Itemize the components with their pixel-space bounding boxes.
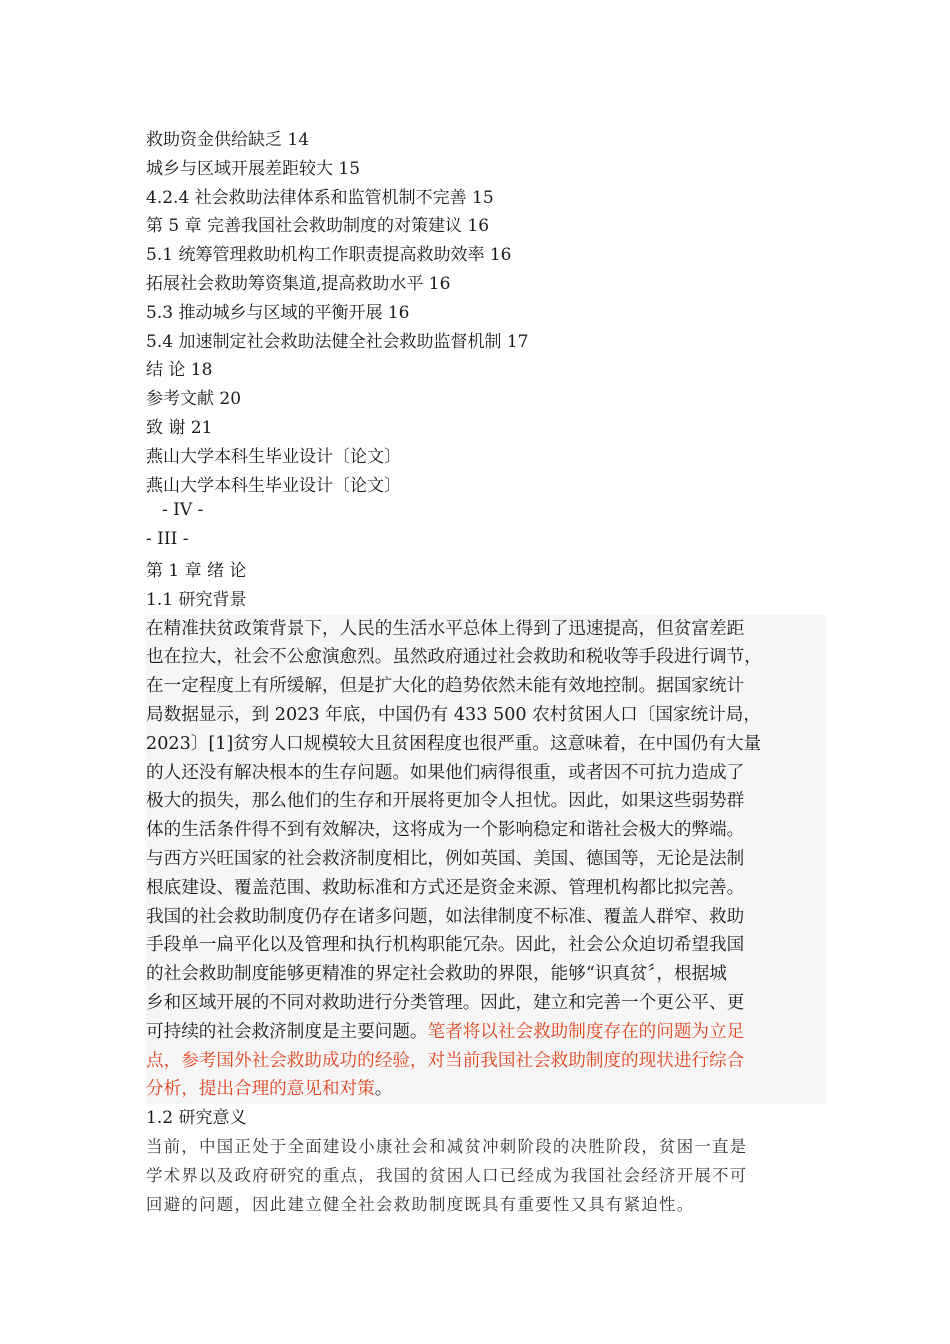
chapter-title: 第 1 章 绪 论	[146, 561, 247, 581]
running-header: 燕山大学本科生毕业设计〔论文〕	[146, 475, 401, 496]
chapter-body	[146, 557, 826, 1219]
plain-text: 。	[374, 1079, 393, 1100]
toc-line: 城乡与区域开展差距较大 15	[146, 158, 361, 179]
paragraph-research-background	[146, 615, 826, 1105]
toc-line: 5.1 统筹管理救助机构工作职责提高救助效率 16	[146, 245, 512, 266]
toc-line: 拓展社会救助筹资集道,提高救助水平 16	[146, 273, 451, 294]
table-of-contents	[146, 126, 826, 500]
toc-line: 结 论 18	[146, 360, 213, 381]
highlighted-text: 分析，提出合理的意见和对策	[146, 1079, 375, 1100]
paragraph-line: 的人还没有解决根本的生存问题。如果他们病得很重，或者因不可抗力造成了	[146, 759, 826, 788]
paragraph-line: 在一定程度上有所缓解，但是扩大化的趋势依然未能有效地控制。据国家统计	[146, 672, 826, 701]
toc-line: 4.2.4 社会救助法律体系和监管机制不完善 15	[146, 187, 494, 208]
toc-line: 参考文献 20	[146, 389, 242, 410]
paragraph-line-mixed	[146, 1018, 826, 1047]
toc-line: 5.3 推动城乡与区域的平衡开展 16	[146, 302, 410, 323]
toc-line: 5.4 加速制定社会救助法健全社会救助监督机制 17	[146, 331, 529, 352]
paragraph-line: 也在拉大，社会不公愈演愈烈。虽然政府通过社会救助和税收等手段进行调节，	[146, 643, 826, 672]
paragraph-line: 体的生活条件得不到有效解决，这将成为一个影响稳定和谐社会极大的弊端。	[146, 816, 826, 845]
plain-text: 可持续的社会救济制度是主要问题。	[146, 1021, 428, 1042]
paragraph-line: 学术界以及政府研究的重点，我国的贫困人口已经成为我国社会经济开展不可	[146, 1165, 748, 1185]
page-number-iv: - IV -	[162, 500, 204, 520]
paragraph-line: 与西方兴旺国家的社会救济制度相比，例如英国、美国、德国等，无论是法制	[146, 845, 826, 874]
section-title-1-2: 1.2 研究意义	[146, 1108, 247, 1129]
paragraph-line: 极大的损失，那么他们的生存和开展将更加令人担忧。因此，如果这些弱势群	[146, 787, 826, 816]
paragraph-line: 当前，中国正处于全面建设小康社会和减贫冲刺阶段的决胜阶段，贫困一直是	[146, 1136, 748, 1156]
paragraph-line: 的社会救助制度能够更精准的界定社会救助的界限，能够“识真贫〞，根据城	[146, 960, 826, 989]
paragraph-line: 我国的社会救助制度仍存在诸多问题，如法律制度不标准、覆盖人群窄、救助	[146, 903, 826, 932]
toc-line: 第 5 章 完善我国社会救助制度的对策建议 16	[146, 216, 490, 237]
paragraph-line: 根底建设、覆盖范围、救助标准和方式还是资金来源、管理机构都比拟完善。	[146, 874, 826, 903]
section-title-1-1: 1.1 研究背景	[146, 589, 247, 610]
running-header: 燕山大学本科生毕业设计〔论文〕	[146, 446, 401, 467]
paragraph-line: 局数据显示，到 2023 年底，中国仍有 433 500 农村贫困人口〔国家统计局，	[146, 701, 826, 730]
paragraph-line: 手段单一扁平化以及管理和执行机构职能冗杂。因此，社会公众迫切希望我国	[146, 931, 826, 960]
paragraph-line: 在精准扶贫政策背景下，人民的生活水平总体上得到了迅速提高，但贫富差距	[146, 615, 826, 644]
paragraph-research-significance	[146, 1133, 826, 1219]
paragraph-line: 乡和区域开展的不同对救助进行分类管理。因此，建立和完善一个更公平、更	[146, 989, 826, 1018]
paragraph-line-mixed	[146, 1075, 826, 1104]
paragraph-line: 2023〕[1]贫穷人口规模较大且贫困程度也很严重。这意味着，在中国仍有大量	[146, 730, 826, 759]
highlighted-line: 点，参考国外社会救助成功的经验，对当前我国社会救助制度的现状进行综合	[146, 1047, 826, 1076]
page-number-iii: - III -	[146, 529, 189, 549]
toc-line: 致 谢 21	[146, 417, 213, 438]
toc-line: 救助资金供给缺乏 14	[146, 130, 310, 150]
paragraph-line: 回避的问题，因此建立健全社会救助制度既具有重要性又具有紧迫性。	[146, 1194, 695, 1214]
highlighted-text: 笔者将以社会救助制度存在的问题为立足	[427, 1021, 745, 1042]
